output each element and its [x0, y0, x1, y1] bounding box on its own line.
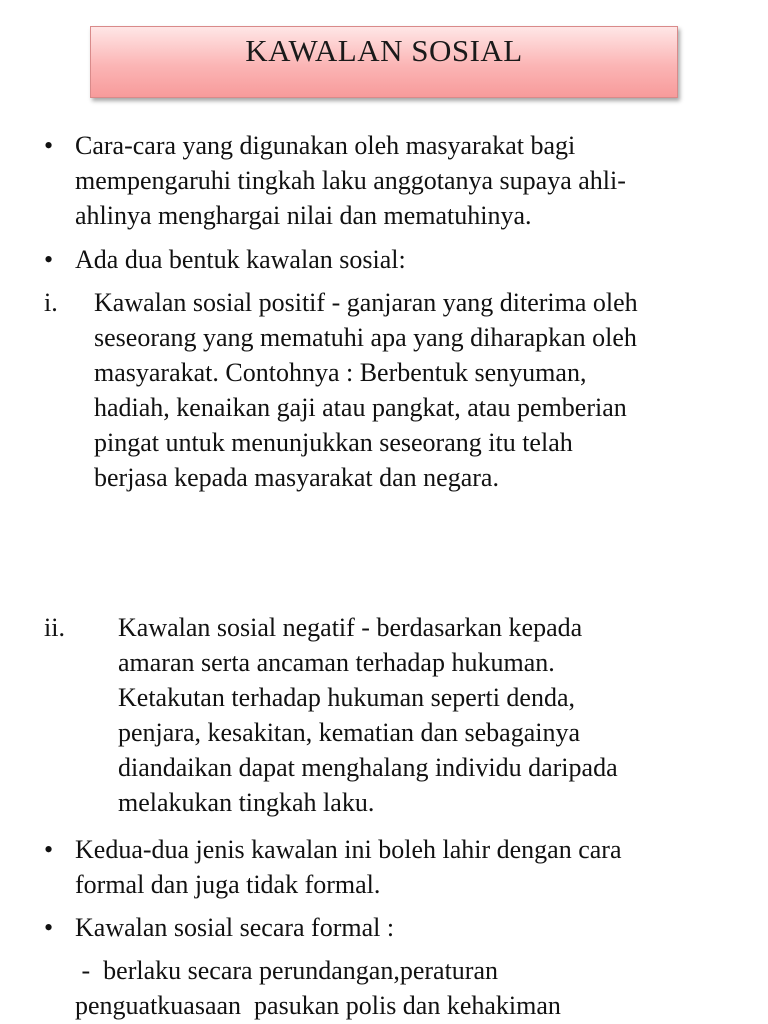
text-line: masyarakat. Contohnya : Berbentuk senyuman, — [94, 358, 587, 387]
text-line: formal dan juga tidak formal. — [75, 870, 381, 899]
text-line: ahlinya menghargai nilai dan mematuhinya. — [75, 201, 532, 230]
bullet-icon: • — [44, 913, 54, 942]
text-line: Ada dua bentuk kawalan sosial: — [75, 245, 406, 274]
text-line: hadiah, kenaikan gaji atau pangkat, atau pemberian — [94, 393, 627, 422]
text-line: Kawalan sosial positif - ganjaran yang diterima oleh — [94, 288, 638, 317]
text-line: mempengaruhi tingkah laku anggotanya supaya ahli- — [75, 166, 626, 195]
text-line: seseorang yang mematuhi apa yang diharapkan oleh — [94, 323, 637, 352]
text-line: Kawalan sosial negatif - berdasarkan kepada — [118, 613, 583, 642]
title-box — [90, 26, 678, 98]
text-line: Kedua-dua jenis kawalan ini boleh lahir dengan cara — [75, 835, 622, 864]
bullet-icon: • — [44, 835, 54, 864]
text-line: amaran serta ancaman terhadap hukuman. — [118, 648, 555, 677]
text-line: berjasa kepada masyarakat dan negara. — [94, 463, 499, 492]
text-line: Kawalan sosial secara formal : — [75, 913, 395, 942]
list-marker: ii. — [44, 613, 65, 642]
bullet-icon: • — [44, 131, 54, 160]
text-line: melakukan tingkah laku. — [118, 788, 375, 817]
text-line: Cara-cara yang digunakan oleh masyarakat bagi — [75, 131, 576, 160]
bullet-icon: • — [44, 245, 54, 274]
text-line: penguatkuasaan pasukan polis dan kehakiman — [75, 991, 561, 1020]
text-line: Ketakutan terhadap hukuman seperti denda, — [118, 683, 575, 712]
slide-title: KAWALAN SOSIAL — [245, 33, 523, 68]
text-line: penjara, kesakitan, kematian dan sebagainya — [118, 718, 581, 747]
text-line: - berlaku secara perundangan,peraturan — [75, 956, 498, 985]
text-line: pingat untuk menunjukkan seseorang itu telah — [94, 428, 573, 457]
text-line: diandaikan dapat menghalang individu daripada — [118, 753, 618, 782]
list-marker: i. — [44, 288, 58, 317]
